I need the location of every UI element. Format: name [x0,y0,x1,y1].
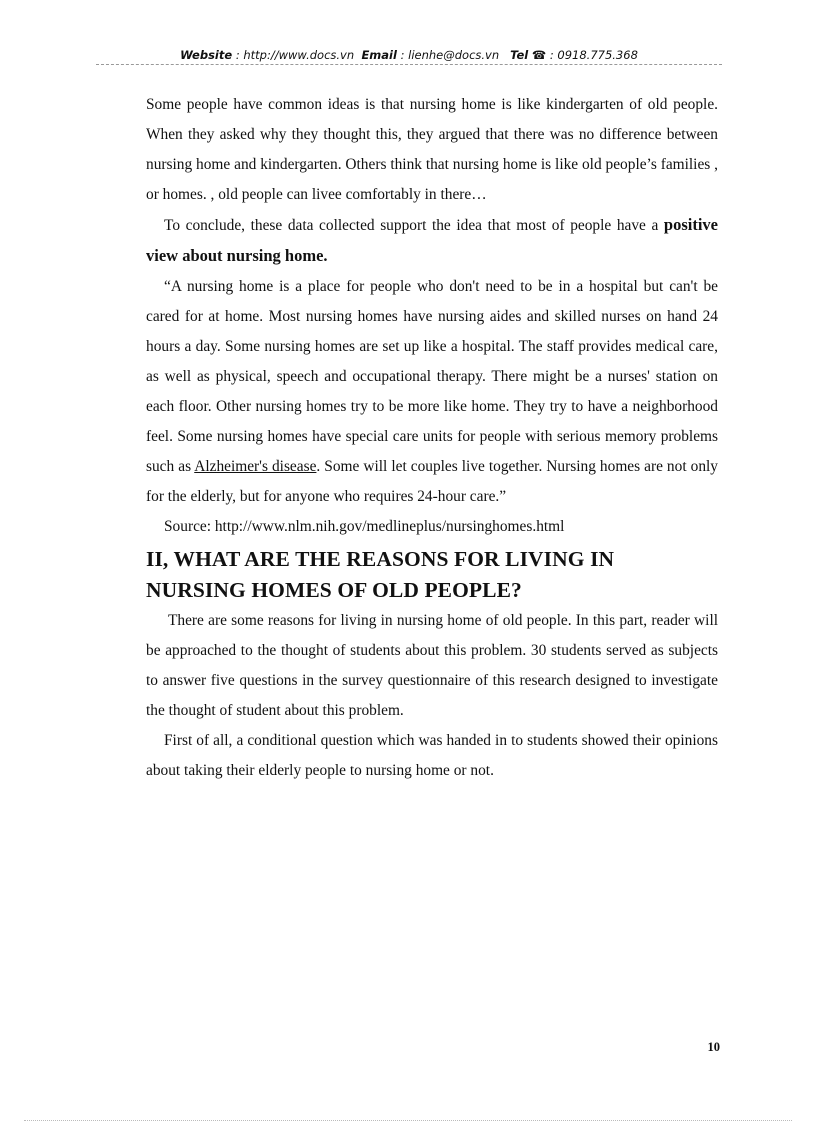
source-line: Source: http://www.nlm.nih.gov/medlineplus/nursinghomes.html [164,518,565,535]
paragraph-common-ideas: Some people have common ideas is that nursing home is like kindergarten of old people. When they asked why they thought this, they argued that there was no difference between nursing home and kindergarten. Others think that nursing home is like old people’s families , or homes. , old people can livee comfortably in there… [146,96,718,203]
section-heading: II, WHAT ARE THE REASONS FOR LIVING IN NURSING HOMES OF OLD PEOPLE? [146,547,615,602]
website-link[interactable]: : http://www.docs.vn [235,48,355,62]
email-label: Email [361,48,397,62]
quote-text-start: “A nursing home is a place for people who don't need to be in a hospital but can't be cared for at home. Most nursing homes have nursing aides and skilled nurses on hand 24 hours a day. Some nursing homes are set up like a hospital. The staff provides medical care, as well as physical, speech and occupational therapy. There might be a nurses' station on each floor. Other nursing homes try to be more like home. They try to have a neighborhood feel. Some nursing homes have special care units for people with serious memory problems such as [146,278,718,475]
phone-icon: ☎ [531,48,547,62]
paragraph-first-question: First of all, a conditional question which was handed in to students showed their opinions about taking their elderly people to nursing home or not. [146,732,718,779]
paragraph-conclusion [146,210,718,272]
paragraph-reasons: There are some reasons for living in nursing home of old people. In this part, reader will be approached to the thought of students about this problem. 30 students served as subjects to answer five questions in the survey questionnaire of this research designed to investigate the thought of student about this problem. [146,612,718,719]
document-body [146,90,718,786]
header-divider [96,64,722,65]
page-bottom-border [24,1120,792,1121]
alzheimers-link[interactable]: Alzheimer's disease [194,458,317,475]
page-number: 10 [707,1040,720,1054]
tel-value: : 0918.775.368 [549,48,638,62]
paragraph-quote [146,272,718,512]
email-link[interactable]: : lienhe@docs.vn [400,48,500,62]
conclusion-text: To conclude, these data collected support the idea that most of people have a [164,217,659,234]
website-label: Website [180,48,233,62]
conclusion-bold: positive view about nursing home. [146,215,718,265]
tel-label: Tel [510,48,529,62]
page-header [96,46,722,66]
quote-text-end: . Some will let couples live together. Nursing homes are not only for the elderly, but for anyone who requires 24-hour care.” [146,458,718,505]
